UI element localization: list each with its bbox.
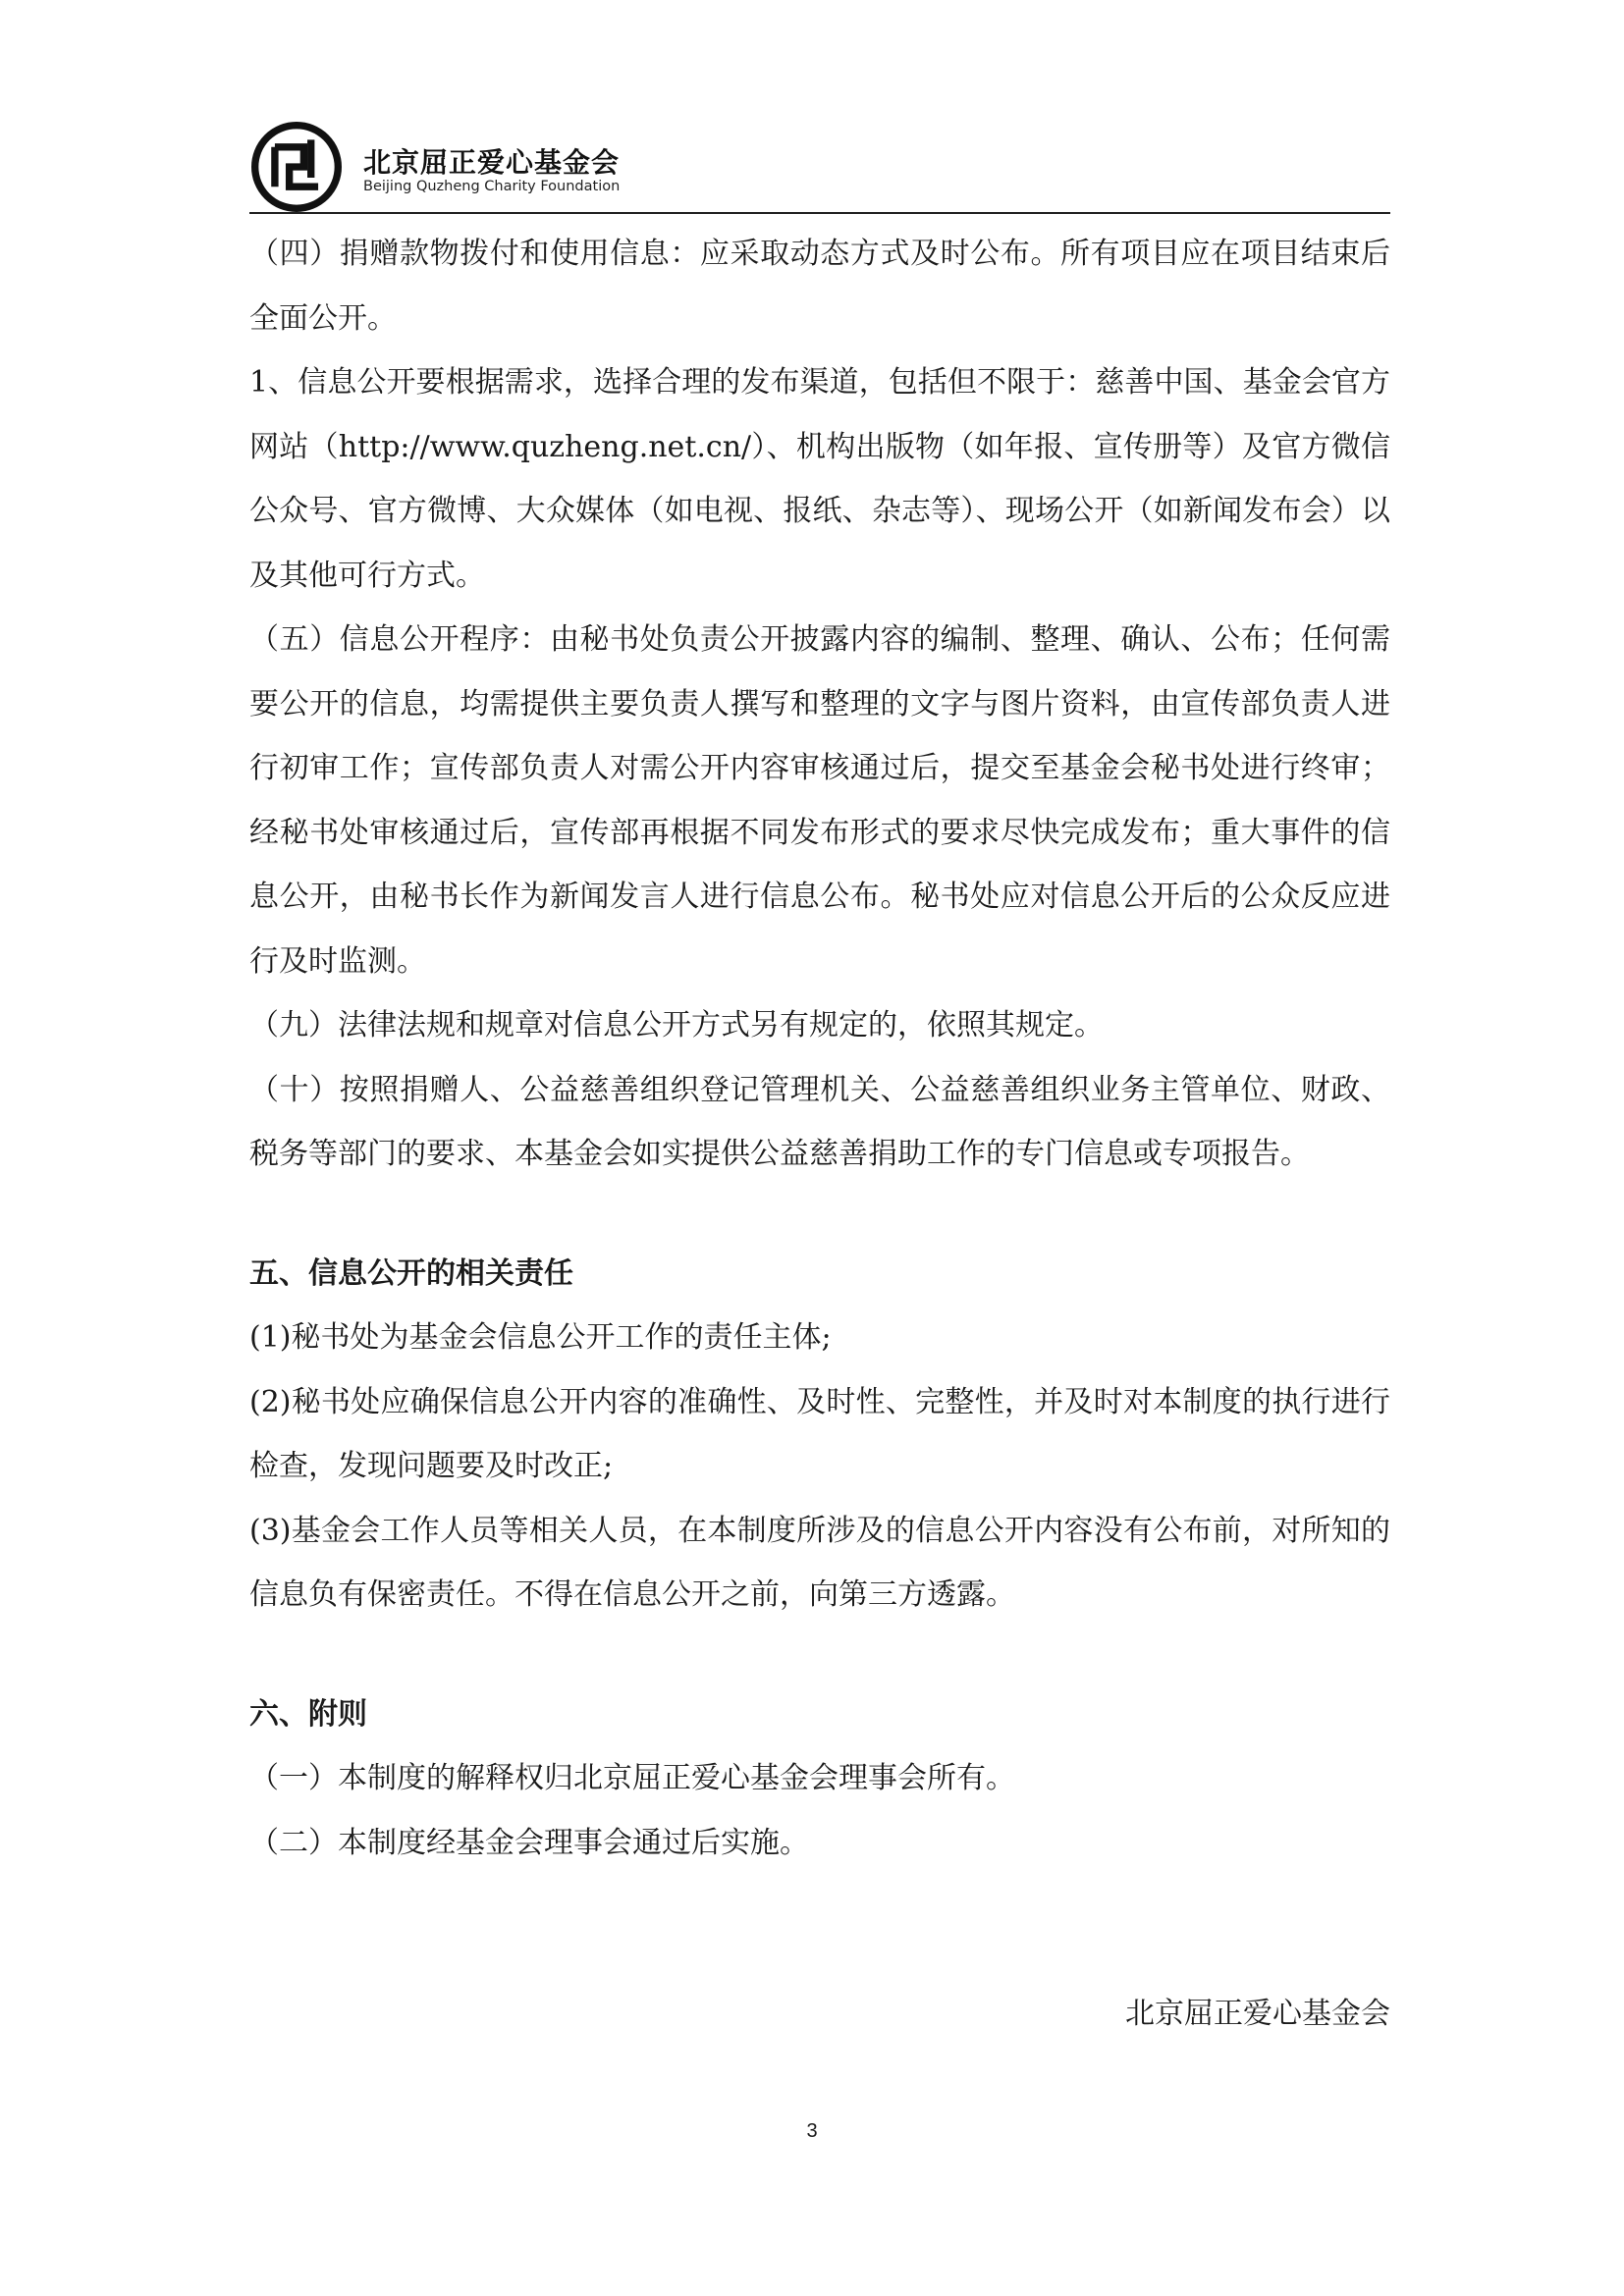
paragraph-procedure: （五）信息公开程序：由秘书处负责公开披露内容的编制、整理、确认、公布；任何需要公开的信息，均需提供主要负责人撰写和整理的文字与图片资料，由宣传部负责人进行初审工作；宣传部负责人对需公开内容审核通过后，提交至基金会秘书处进行终审；经秘书处审核通过后，宣传部再根据不同发布形式的要求尽快完成发布；重大事件的信息公开，由秘书长作为新闻发言人进行信息公布。秘书处应对信息公开后的公众反应进行及时监测。 <box>249 622 1390 979</box>
org-name-cn: 北京屈正爱心基金会 <box>363 146 621 179</box>
letterhead <box>251 116 1390 214</box>
paragraph-reports: （十）按照捐赠人、公益慈善组织登记管理机关、公益慈善组织业务主管单位、财政、税务等部门的要求、本基金会如实提供公益慈善捐助工作的专门信息或专项报告。 <box>249 1072 1390 1171</box>
section-5-item-1: (1)秘书处为基金会信息公开工作的责任主体; <box>249 1320 832 1355</box>
section-5-title: 五、信息公开的相关责任 <box>249 1255 573 1291</box>
page-number: 3 <box>806 2120 818 2142</box>
section-5-item-2: (2)秘书处应确保信息公开内容的准确性、及时性、完整性，并及时对本制度的执行进行检查，发现问题要及时改正; <box>249 1384 1390 1483</box>
signature: 北京屈正爱心基金会 <box>1125 1997 1390 2031</box>
header-divider <box>249 212 1390 214</box>
document-body <box>249 222 1390 1875</box>
section-5-item-3: (3)基金会工作人员等相关人员，在本制度所涉及的信息公开内容没有公布前，对所知的信息负有保密责任。不得在信息公开之前，向第三方透露。 <box>249 1513 1390 1612</box>
org-name-en: Beijing Quzheng Charity Foundation <box>363 179 621 194</box>
paragraph-channels: 1、信息公开要根据需求，选择合理的发布渠道，包括但不限于：慈善中国、基金会官方网站（http://www.quzheng.net.cn/）、机构出版物（如年报、宣传册等）及官方微信公众号、官方微博、大众媒体（如电视、报纸、杂志等）、现场公开（如新闻发布会）以及其他可行方式。 <box>249 365 1390 593</box>
paragraph-legal: （九）法律法规和规章对信息公开方式另有规定的，依照其规定。 <box>249 1008 1104 1042</box>
foundation-logo-icon <box>251 122 342 212</box>
section-6-item-1: （一）本制度的解释权归北京屈正爱心基金会理事会所有。 <box>249 1761 1015 1795</box>
paragraph-disbursement: （四）捐赠款物拨付和使用信息：应采取动态方式及时公布。所有项目应在项目结束后全面公开。 <box>249 237 1390 336</box>
section-6-item-2: （二）本制度经基金会理事会通过后实施。 <box>249 1825 809 1860</box>
section-6-title: 六、附则 <box>249 1696 367 1732</box>
